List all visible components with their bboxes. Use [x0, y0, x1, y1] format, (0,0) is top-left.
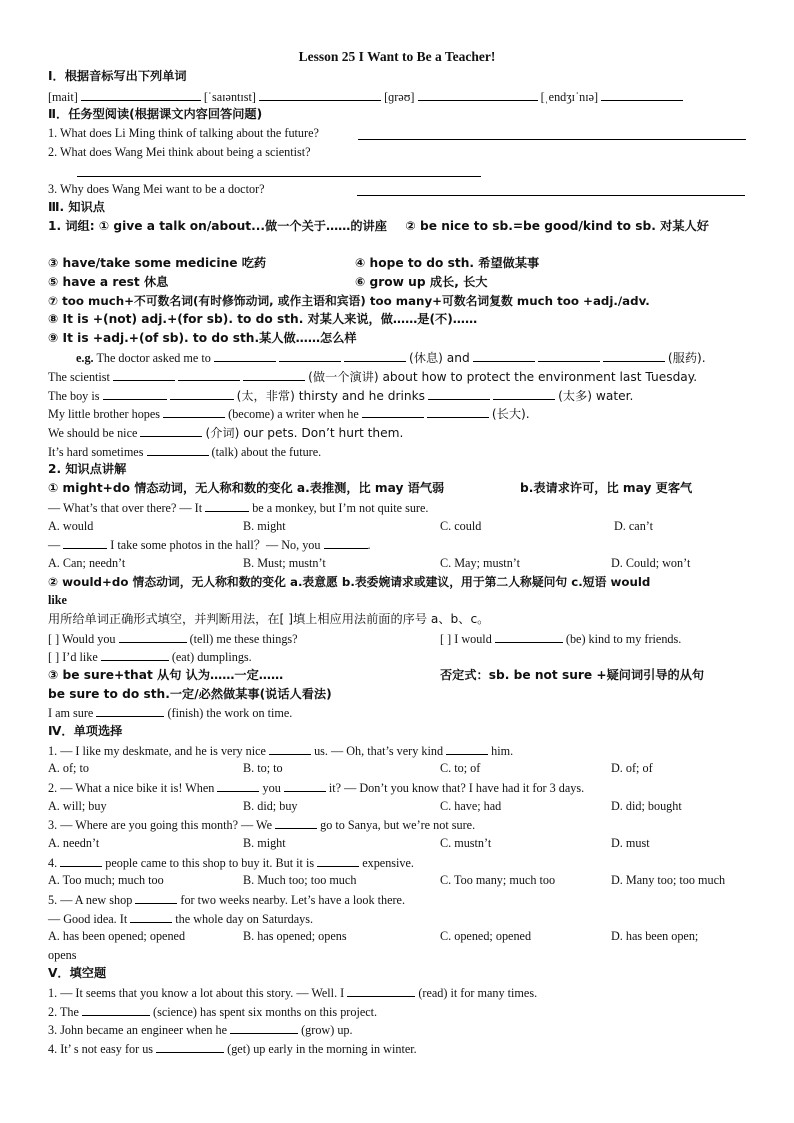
example-text: The doctor asked me to [96, 351, 211, 365]
example-text: My little brother hopes [48, 407, 161, 421]
answer-blank[interactable] [101, 648, 169, 661]
option-a[interactable]: A. of; to [48, 761, 89, 775]
phonetic-3: [ɡrəʊ] [384, 90, 415, 104]
option-b[interactable]: B. Must; mustn’t [243, 556, 326, 570]
answer-blank[interactable] [418, 88, 538, 101]
option-b[interactable]: B. might [243, 519, 286, 533]
question-text: 3. — Where are you going this month? — We [48, 818, 272, 832]
phrase-row-5 [48, 274, 746, 290]
question-text: — Good idea. It [48, 912, 128, 926]
phrase-row-3 [48, 255, 746, 271]
exercise-text: [ ] Would you [48, 632, 116, 646]
example-text: (介词) our pets. Don’t hurt them. [205, 426, 404, 440]
section-1-heading: Ⅰ．根据音标写出下列单词 [48, 69, 187, 83]
might-options-2 [48, 555, 746, 571]
page-title: Lesson 25 I Want to Be a Teacher! [298, 49, 496, 64]
answer-blank[interactable] [601, 88, 683, 101]
mc-question-2 [48, 779, 746, 796]
answer-blank[interactable] [284, 779, 326, 792]
would-exercise-1 [48, 630, 746, 647]
answer-blank[interactable] [324, 536, 368, 549]
sure-rule [48, 667, 746, 683]
section-2-heading: Ⅱ．任务型阅读(根据课文内容回答问题) [48, 107, 263, 121]
phrase-7: ⑦ too much+不可数名词(有时修饰动词, 或作主语和宾语) too many+可数名词复数 much too +adj./adv. [48, 294, 650, 308]
answer-blank[interactable] [493, 387, 555, 400]
option-d[interactable]: D. can’t [614, 519, 654, 533]
answer-blank[interactable] [103, 387, 167, 400]
would-rule-cont: like [48, 593, 67, 607]
answer-blank[interactable] [317, 854, 359, 867]
eg-label: e.g. [76, 351, 94, 365]
answer-blank[interactable] [140, 424, 202, 437]
option-c[interactable]: C. could [440, 519, 482, 533]
exercise-text: (be) kind to my friends. [565, 632, 682, 646]
mc-question-5-reply [48, 910, 746, 927]
phonetic-4: [ˌendʒɪˈnɪə] [540, 90, 599, 104]
question-text: (read) it for many times. [418, 986, 538, 1000]
example-text: The boy is [48, 389, 100, 403]
example-text: (太，非常) thirsty and he drinks [236, 389, 426, 403]
question-text: the whole day on Saturdays. [175, 912, 314, 926]
question-text: (get) up early in the morning in winter. [227, 1042, 417, 1056]
might-options-1 [48, 518, 746, 534]
option-c[interactable]: C. Too many; much too [440, 873, 556, 887]
mc-question-4 [48, 854, 746, 871]
might-rule-b: b.表请求许可，比 may 更客气 [520, 481, 693, 495]
example-6 [48, 443, 746, 460]
phrase-6: ⑥ grow up 成长, 长大 [355, 275, 488, 289]
answer-blank[interactable] [269, 742, 311, 755]
might-question-2 [48, 536, 746, 553]
question-text: for two weeks nearby. Let’s have a look there. [180, 893, 405, 907]
phrase-1-text: 1. 词组: ① give a talk on/about...做一个关于……的讲座 [48, 219, 387, 233]
answer-line[interactable] [357, 195, 745, 196]
mc-options-5 [48, 928, 746, 944]
fill-question-1 [48, 984, 746, 1001]
option-b[interactable]: B. might [243, 836, 286, 850]
might-rule-a: ① might+do 情态动词，无人称和数的变化 a.表推测，比 may 语气弱 [48, 481, 445, 495]
example-text: We should be nice [48, 426, 138, 440]
option-d[interactable]: D. did; bought [611, 799, 682, 813]
exercise-text: I am sure [48, 706, 94, 720]
exercise-text: [ ] I would [440, 632, 492, 646]
question-text: I take some photos in the hall？— No, you [110, 538, 321, 552]
option-d[interactable]: D. of; of [611, 761, 653, 775]
answer-line[interactable] [358, 139, 746, 140]
fill-question-4 [48, 1040, 746, 1057]
answer-blank[interactable] [427, 405, 489, 418]
phrase-2-text: ② be nice to sb.=be good/kind to sb. 对某人好 [405, 219, 709, 233]
answer-blank[interactable] [473, 349, 535, 362]
answer-blank[interactable] [279, 349, 341, 362]
question-text: — [48, 538, 61, 552]
sure-rule-a: ③ be sure+that 从句 认为……一定…… [48, 668, 284, 682]
answer-blank[interactable] [347, 984, 415, 997]
answer-blank[interactable] [230, 1021, 298, 1034]
knowledge-heading: 2. 知识点讲解 [48, 462, 127, 476]
example-text: The scientist [48, 370, 110, 384]
would-instruction: 用所给单词正确形式填空，并判断用法，在[ ]填上相应用法前面的序号 a、b、c。 [48, 612, 490, 626]
answer-blank[interactable] [259, 88, 381, 101]
example-3 [48, 387, 746, 404]
mc-question-5 [48, 891, 746, 908]
question-text: us. — Oh, that’s very kind [314, 744, 444, 758]
section-4-heading: Ⅳ．单项选择 [48, 724, 123, 738]
option-d[interactable]: D. Many too; too much [611, 873, 726, 887]
option-c[interactable]: C. May; mustn’t [440, 556, 521, 570]
phrase-9: ⑨ It is +adj.+(of sb). to do sth.某人做……怎么样 [48, 331, 357, 345]
question-text: you [262, 781, 281, 795]
answer-blank[interactable] [362, 405, 424, 418]
option-a[interactable]: A. Too much; much too [48, 873, 164, 887]
phonetic-1: [mait] [48, 90, 78, 104]
phonetic-2: [ˈsaɪəntɪst] [203, 90, 256, 104]
exercise-text: (eat) dumplings. [171, 650, 252, 664]
example-text: (become) a writer when he [228, 407, 359, 421]
option-a[interactable]: A. will; buy [48, 799, 107, 813]
phrase-8: ⑧ It is +(not) adj.+(for sb). to do sth. 对某人来说，做……是(不)…… [48, 312, 478, 326]
answer-blank[interactable] [275, 816, 317, 829]
exercise-text: (finish) the work on time. [167, 706, 293, 720]
answer-blank[interactable] [82, 1003, 150, 1016]
example-text: (太多) water. [558, 389, 634, 403]
answer-blank[interactable] [603, 349, 665, 362]
answer-blank[interactable] [63, 536, 107, 549]
answer-blank[interactable] [119, 630, 187, 643]
phrase-1 [48, 218, 746, 234]
mc-options-1 [48, 760, 746, 776]
answer-blank[interactable] [428, 387, 490, 400]
phonetics-row [48, 88, 746, 105]
mc-question-1 [48, 742, 746, 759]
example-text: (talk) about the future. [211, 445, 322, 459]
would-exercise-2 [48, 648, 746, 665]
answer-blank[interactable] [495, 630, 563, 643]
answer-line[interactable] [77, 176, 481, 177]
question-text: expensive. [362, 856, 414, 870]
answer-blank[interactable] [178, 368, 240, 381]
question-text: 4. [48, 856, 58, 870]
mc-options-3 [48, 835, 746, 851]
question-text: 3. John became an engineer when he [48, 1023, 228, 1037]
option-d[interactable]: D. must [611, 836, 650, 850]
fill-question-2 [48, 1003, 746, 1020]
answer-blank[interactable] [163, 405, 225, 418]
question-text: 4. It’ s not easy for us [48, 1042, 154, 1056]
question-text: 2. — What a nice bike it is! When [48, 781, 215, 795]
answer-blank[interactable] [60, 854, 102, 867]
might-rule [48, 480, 746, 496]
option-a[interactable]: A. would [48, 519, 94, 533]
option-a[interactable]: A. Can; needn’t [48, 556, 126, 570]
example-text: (休息) and [409, 351, 470, 365]
example-2 [48, 368, 746, 385]
phrase-5: ⑤ have a rest 休息 [48, 275, 169, 289]
phrase-4: ④ hope to do sth. 希望做某事 [355, 256, 540, 270]
option-b[interactable]: B. Much too; too much [243, 873, 357, 887]
question-text: be a monkey, but I’m not quite sure. [252, 501, 429, 515]
option-b[interactable]: B. has opened; opens [243, 929, 347, 943]
option-b[interactable]: B. did; buy [243, 799, 298, 813]
question-text: people came to this shop to buy it. But it is [105, 856, 315, 870]
answer-blank[interactable] [147, 443, 209, 456]
mc-options-2 [48, 798, 746, 814]
fill-question-3 [48, 1021, 746, 1038]
sure-rule-b: 否定式：sb. be not sure +疑问词引导的从句 [440, 668, 705, 682]
answer-blank[interactable] [156, 1040, 224, 1053]
might-question-1 [48, 499, 746, 516]
example-4 [48, 405, 746, 422]
answer-blank[interactable] [243, 368, 305, 381]
question-text: it? — Don’t you know that? I have had it for 3 days. [328, 781, 585, 795]
question-text: him. [491, 744, 514, 758]
option-c[interactable]: C. opened; opened [440, 929, 532, 943]
answer-blank[interactable] [113, 368, 175, 381]
question-text: go to Sanya, but we’re not sure. [320, 818, 476, 832]
option-d[interactable]: D. Could; won’t [611, 556, 691, 570]
answer-blank[interactable] [214, 349, 276, 362]
reading-q3: 3. Why does Wang Mei want to be a doctor? [48, 182, 265, 196]
answer-blank[interactable] [538, 349, 600, 362]
section-3-heading: Ⅲ. 知识点 [48, 200, 105, 214]
answer-blank[interactable] [170, 387, 234, 400]
question-text: (science) has spent six months on this project. [153, 1005, 378, 1019]
example-text: (长大). [491, 407, 530, 421]
answer-blank[interactable] [344, 349, 406, 362]
answer-blank[interactable] [205, 499, 249, 512]
mc-question-3 [48, 816, 746, 833]
example-text: (做一个演讲) about how to protect the environment last Tuesday. [308, 370, 698, 384]
section-5-heading: Ⅴ．填空题 [48, 966, 107, 980]
reading-q1: 1. What does Li Ming think of talking about the future? [48, 126, 319, 140]
option-b[interactable]: B. to; to [243, 761, 283, 775]
phrase-3: ③ have/take some medicine 吃药 [48, 256, 267, 270]
answer-blank[interactable] [96, 704, 164, 717]
question-text: 1. — It seems that you know a lot about this story. — Well. I [48, 986, 345, 1000]
mc-options-5-cont: opens [48, 948, 77, 962]
example-1 [48, 349, 746, 366]
example-text: It’s hard sometimes [48, 445, 144, 459]
answer-blank[interactable] [135, 891, 177, 904]
reading-q2: 2. What does Wang Mei think about being a scientist? [48, 145, 311, 159]
exercise-text: [ ] I’d like [48, 650, 98, 664]
example-5 [48, 424, 746, 441]
mc-options-4 [48, 872, 746, 888]
question-text: 5. — A new shop [48, 893, 133, 907]
sure-exercise [48, 704, 746, 721]
option-c[interactable]: C. to; of [440, 761, 481, 775]
sure-rule-2: be sure to do sth.一定/必然做某事(说话人看法) [48, 687, 332, 701]
question-text: 1. — I like my deskmate, and he is very nice [48, 744, 266, 758]
question-text: 2. The [48, 1005, 79, 1019]
question-text: . [367, 538, 371, 552]
answer-blank[interactable] [217, 779, 259, 792]
example-text: (服药). [667, 351, 706, 365]
answer-blank[interactable] [81, 88, 201, 101]
question-text: (grow) up. [301, 1023, 353, 1037]
option-a[interactable]: A. needn’t [48, 836, 100, 850]
exercise-text: (tell) me these things? [189, 632, 298, 646]
option-c[interactable]: C. mustn’t [440, 836, 492, 850]
option-c[interactable]: C. have; had [440, 799, 502, 813]
question-text: — What’s that over there? — It [48, 501, 203, 515]
answer-blank[interactable] [446, 742, 488, 755]
option-d[interactable]: D. has been open; [611, 929, 699, 943]
answer-blank[interactable] [130, 910, 172, 923]
would-rule: ② would+do 情态动词，无人称和数的变化 a.表意愿 b.表委婉请求或建议，用于第二人称疑问句 c.短语 would [48, 575, 651, 589]
option-a[interactable]: A. has been opened; opened [48, 929, 186, 943]
